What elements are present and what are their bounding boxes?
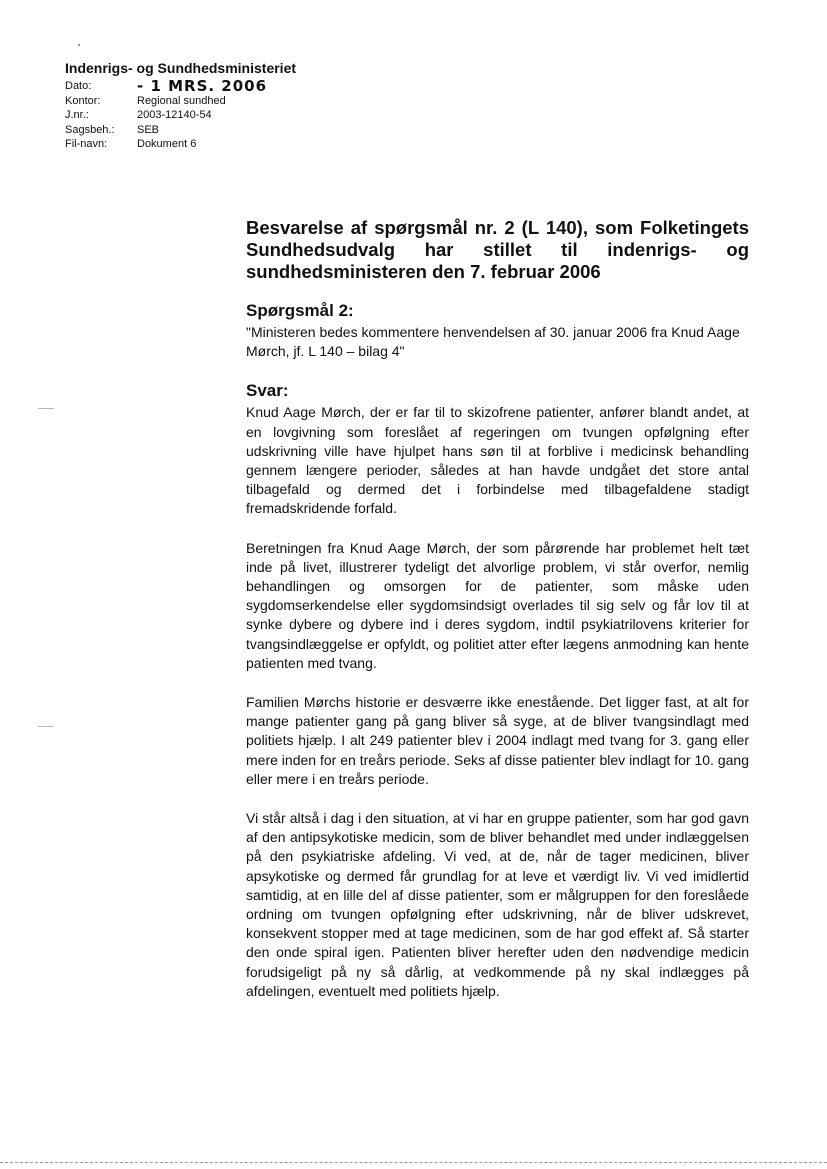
meta-label: J.nr.:: [65, 109, 89, 121]
scan-speck: [78, 44, 80, 46]
meta-value: Dokument 6: [137, 138, 197, 150]
date-stamp: - 1 MRS. 2006: [137, 77, 268, 95]
meta-label: Dato:: [65, 80, 92, 92]
letterhead: [65, 60, 385, 152]
document-title: Besvarelse af spørgsmål nr. 2 (L 140), som Folketingets Sundhedsudvalg har stillet til indenrigs- og sundhedsministeren den 7. februar 2006: [246, 217, 749, 282]
page-bottom-rule: [0, 1162, 827, 1163]
meta-value: 2003-12140-54: [137, 109, 212, 121]
ministry-name: Indenrigs- og Sundhedsministeriet: [65, 60, 297, 76]
meta-label: Fil-navn:: [65, 138, 108, 150]
meta-row-filename: [65, 137, 385, 152]
document-body: [246, 217, 749, 1021]
answer-paragraph: Beretningen fra Knud Aage Mørch, der som pårørende har problemet helt tæt inde på livet, illustrerer tydeligt det alvorlige problem, vi står overfor, nemlig behandlingen og omsorgen for de patienter, som måske uden sygdomserkendelse eller sygdomsindsigt overlades til sig selv og får lov til at synke dybere og dybere ind i deres sygdom, indtil psykiatrilovens kriterier for tvangsindlæggelse er opfyldt, og politiet atter efter lægens anmodning kan hente patienten med tvang.: [246, 539, 749, 671]
meta-label: Sagsbeh.:: [65, 123, 115, 136]
meta-row-caseworker: [65, 123, 385, 138]
answer-heading: Svar:: [246, 381, 289, 401]
meta-value: SEB: [137, 123, 160, 136]
meta-label: Kontor:: [65, 94, 101, 107]
meta-value: Regional sundhed: [137, 94, 226, 107]
answer-paragraph: Vi står altså i dag i den situation, at vi har en gruppe patienter, som har god gavn af den antipsykotiske medicin, som de bliver behandlet med under indlæggelsen på den psykiatriske afdeling. Vi ved, at de, når de tager medicinen, bliver apsykotiske og dermed får grundlag for at leve et værdigt liv. Vi ved imidlertid samtidig, at en lille del af disse patienter, som er målgruppen for den foreslåede ordning om tvungen opfølgning efter udskrivning, når de bliver udskrevet, konsekvent stopper med at tage medicinen, som de har god effekt af. Så starter den onde spiral igen. Patienten bliver herefter uden den nødvendige medicin forudsigeligt på ny så dårlig, at vedkommende på ny skal indlægges på afdelingen, eventuelt med politiets hjælp.: [246, 810, 749, 999]
margin-mark: [38, 726, 54, 727]
meta-row-office: [65, 94, 385, 109]
answer-paragraph: Knud Aage Mørch, der er far til to skizofrene patienter, anfører blandt andet, at en lovgivning som foreslået af regeringen om tvungen opfølgning efter udskrivning ville have hjulpet hans søn til at forblive i medicinsk behandling gennem længere perioder, således at han havde undgået det store antal tilbagefald og dermed det i forbindelse med tilbagefaldene stadigt fremadskridende forfald.: [246, 404, 749, 517]
question-text: "Ministeren bedes kommentere henvendelsen af 30. januar 2006 fra Knud Aage Mørch, jf. L 140 – bilag 4": [246, 324, 740, 360]
margin-mark: [38, 408, 54, 409]
meta-row-date: [65, 79, 385, 94]
question-heading: Spørgsmål 2:: [246, 301, 354, 320]
answer-paragraph: Familien Mørchs historie er desværre ikke enestående. Det ligger fast, at alt for mange patienter gang på gang bliver så syge, at de bliver tvangsindlagt med politiets hjælp. I alt 249 patienter blev i 2004 indlagt med tvang for 3. gang eller mere inden for en treårs periode. Seks af disse patienter blev indlagt for 10. gang eller mere i en treårs periode.: [246, 694, 749, 787]
meta-row-journal: [65, 108, 385, 123]
